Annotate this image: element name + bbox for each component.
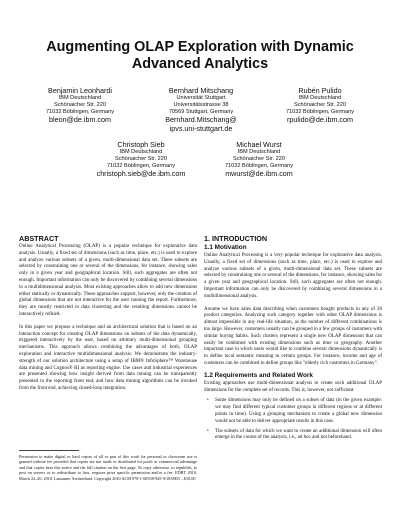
author-email: rpulido@de.ibm.com bbox=[286, 115, 354, 124]
subsection-heading: 1.2 Requirements and Related Work bbox=[204, 371, 313, 379]
author-block bbox=[268, 86, 372, 125]
author-city: 71032 Böblingen, Germany bbox=[45, 109, 115, 115]
author-org: IBM Deutschland bbox=[237, 149, 281, 155]
author-email: Bernhard.Mitschang@ bbox=[165, 115, 237, 124]
author-name: Michael Wurst bbox=[236, 140, 282, 149]
author-street: Schönaicher Str. 220 bbox=[115, 156, 167, 162]
list-item-text: Some dimensions may only be defined on a subset of data (in the given example: we may find different typical customer groups in different regions or at different points in time). Using a grouping mechanism to create a global new dimension would not be able to deliver appropriate results in this case. bbox=[215, 398, 382, 424]
footnote-rule bbox=[19, 450, 79, 451]
author-org: IBM Deutschland bbox=[298, 95, 342, 101]
author-street: Schönaicher Str. 220 bbox=[54, 102, 106, 108]
bullet-glyph: • bbox=[207, 398, 209, 404]
right-column bbox=[204, 234, 382, 445]
body-paragraph: Online Analytical Processing is a very popular technique for explorative data analysis. Usually, a fixed set of dimensions (such as time, place, etc.) is used to explore and analyze various subsets of a given, multi-dimensional data set. These subsets are selected by constraining one or several of the dimensions, for instance, showing sales for a given year and geographical location. Still, such aggregates are often not enough. Important information can only be discovered by combining several dimensions in a multidimensional analysis. bbox=[204, 253, 382, 299]
bullet-glyph: • bbox=[207, 428, 209, 434]
list-item bbox=[204, 429, 382, 443]
author-street: Schönaicher Str. 220 bbox=[233, 156, 285, 162]
list-item-text: The subsets of data for which we want to create an additional dimension will often emerge in the course of the analysis, i.e., ad hoc and not beforehand. bbox=[215, 428, 382, 441]
author-block bbox=[85, 140, 197, 179]
author-email: bleon@de.ibm.com bbox=[48, 115, 112, 124]
author-name: Rubén Pulido bbox=[298, 86, 342, 95]
author-email: christoph.sieb@de.ibm.com bbox=[96, 169, 186, 178]
abstract-heading: ABSTRACT bbox=[19, 234, 59, 243]
author-block bbox=[28, 86, 132, 125]
author-street: Schönaicher Str. 220 bbox=[294, 102, 346, 108]
list-item bbox=[204, 398, 382, 425]
abstract-paragraph: In this paper we propose a technique and an architectural solution that is based on an interaction concept for creating OLAP dimensions on subsets of the data dynamically, triggered interactively by the user, based on arbitrary multi-dimensional grouping mechanisms. This approach allows combining the advantages of both, OLAP exploration and interactive multidimensional analysis. We demonstrate the industry-strength of our solution architecture using a setup of IBM® InfoSphere™ Warehouse data mining and Cognos® BI as reporting engine. Use cases and industrial experiences are presented showing how insight derived from data mining can be transparently presented in the reporting front end, and how data mining algorithms can be invoked from the front end, achieving closed-loop integration. bbox=[19, 324, 197, 391]
section-heading: 1. INTRODUCTION bbox=[204, 234, 268, 243]
author-email-continued: ipvs.uni-stuttgart.de bbox=[169, 123, 233, 133]
author-block bbox=[207, 140, 311, 179]
author-org: IBM Deutschland bbox=[58, 95, 102, 101]
author-org: Universität Stuttgart bbox=[176, 95, 226, 101]
requirements-list bbox=[204, 398, 382, 442]
author-city: 71032 Böblingen, Germany bbox=[224, 163, 294, 169]
author-name: Benjamin Leonhardi bbox=[48, 86, 112, 95]
body-paragraph: Existing approaches use multi-dimensional analysis to create such additional OLAP dimensions for the complete set of records. This is, however, not sufficient. bbox=[204, 380, 382, 393]
author-city: 71032 Böblingen, Germany bbox=[285, 109, 355, 115]
abstract-paragraph: Online Analytical Processing (OLAP) is a popular technique for explorative data analysis. Usually, a fixed set of dimensions (such as time, place, etc.) is used to explore and analyze various subsets of a given, multi-dimensional data set. These subsets are selected by constraining one or several of the dimensions, for instance, showing sales only in a given year and geographical location. Still, such aggregates are often not enough. Important information can only be discovered by combining several dimensions in a multidimensional analysis. Most existing approaches allow to add new dimensions either statically or dynamically. These approaches support, however, only the creation of global dimensions that are not interactive for the user running the report. Furthermore, they are mostly restricted to data clustering and the resulting dimensions cannot be interactively refined. bbox=[19, 244, 197, 317]
author-street: Universitätsstrasse 38 bbox=[173, 102, 229, 108]
copyright-footnote: Permission to make digital or hard copies of all or part of this work for personal or classroom use is granted without fee provided that copies are not made or distributed for profit or commercial advantage and that copies bear this notice and the full citation on the first page. To copy otherwise, to republish, to post on servers or to redistribute to lists, requires prior specific permission and/or a fee. EDBT 2010, March 22–26, 2010, Lausanne, Switzerland. Copyright 2010 ACM 978-1-60558-945-9/10/0003 ...$10.00 bbox=[19, 454, 197, 481]
author-org: IBM Deutschland bbox=[119, 149, 163, 155]
subsection-heading: 1.1 Motivation bbox=[204, 244, 247, 251]
left-column bbox=[19, 234, 197, 393]
author-name: Christoph Sieb bbox=[117, 140, 165, 149]
author-block bbox=[145, 86, 257, 133]
paper-title: Augmenting OLAP Exploration with Dynamic Advanced Analytics bbox=[46, 39, 354, 72]
author-email: mwurst@de.ibm.com bbox=[225, 169, 293, 178]
author-city: 70569 Stuttgart, Germany bbox=[168, 109, 234, 115]
author-name: Bernhard Mitschang bbox=[168, 86, 234, 95]
author-city: 71032 Böblingen, Germany bbox=[106, 163, 176, 169]
body-paragraph: Assume we have sales data describing when customers bought products in any of 26 product categories. Analyzing such category together with other OLAP dimensions is almost impossible in any real-life situation, as the number of different combinations is too large. However, customers usually can be grouped in a few groups of customers with similar buying habits. Such clusters represent a single new OLAP dimension that can easily be combined with existing dimensions such as time or geography. Another important case in which users would like to combine several dimensions dynamically is to define local semantic meaning to certain groups. For instance, income and age of customers can be combined to define groups like "elderly rich customers in Germany". bbox=[204, 306, 382, 366]
